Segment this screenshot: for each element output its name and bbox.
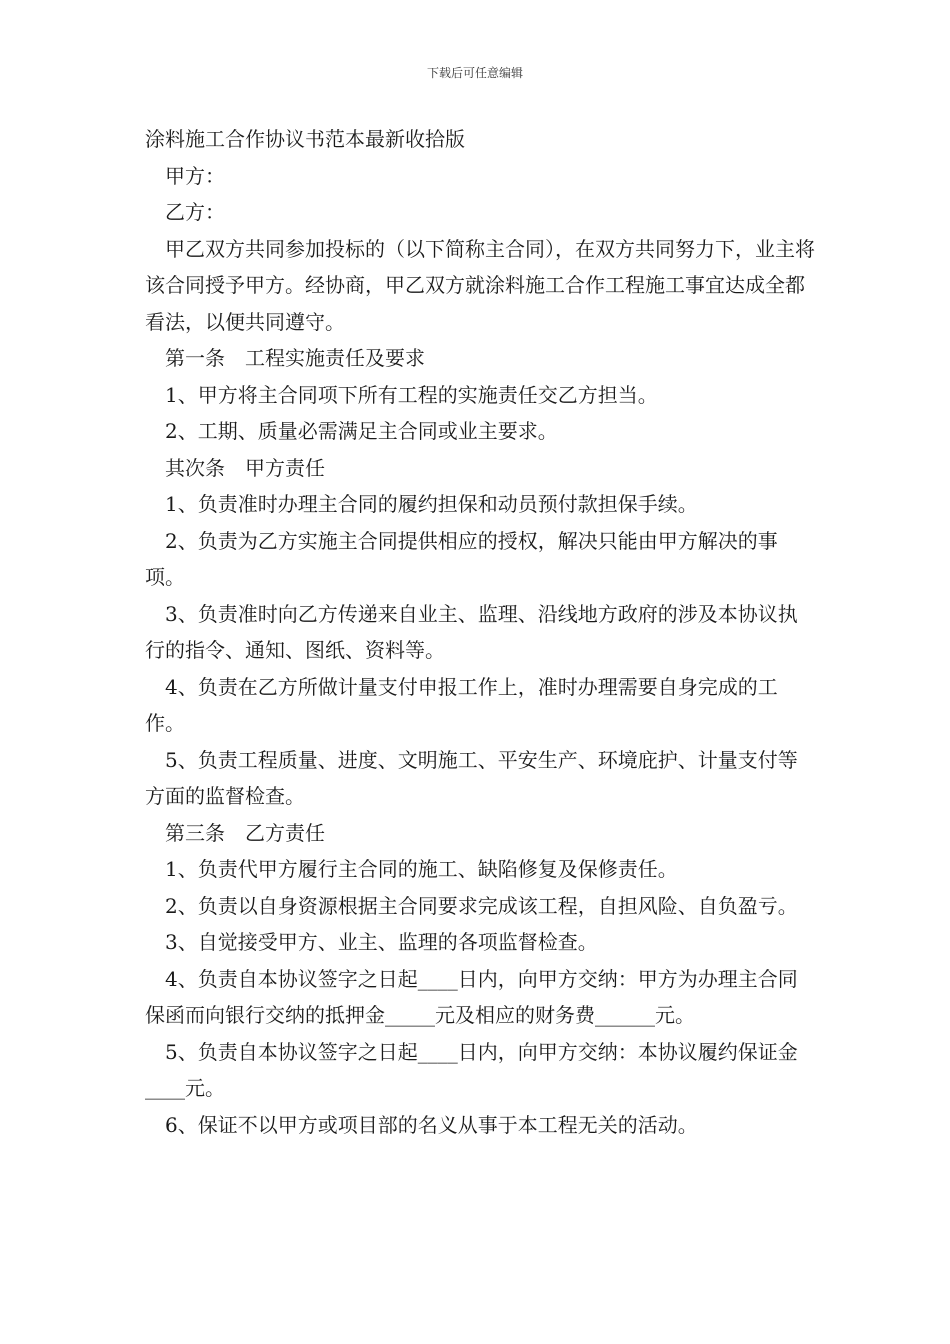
- article-3-item: 5、负责自本协议签字之日起____日内，向甲方交纳：本协议履约保证金____元。: [145, 1039, 798, 1100]
- article-1-item: 2、工期、质量必需满足主合同或业主要求。: [165, 419, 558, 443]
- article-2-item: 4、负责在乙方所做计量支付申报工作上，准时办理需要自身完成的工作。: [145, 674, 778, 735]
- intro-paragraph: 甲乙双方共同参加投标的（以下简称主合同），在双方共同努力下，业主将该合同授予甲方。经协商，甲乙双方就涂料施工合作工程施工事宜达成全都看法，以便共同遵守。: [145, 236, 815, 334]
- article-2-heading: 其次条 甲方责任: [165, 455, 325, 480]
- document-title: 涂料施工合作协议书范本最新收拾版: [145, 127, 465, 151]
- article-3-item: 2、负责以自身资源根据主合同要求完成该工程，自担风险、自负盈亏。: [165, 893, 798, 918]
- party-b-line: 乙方：: [165, 200, 225, 224]
- article-2-item: 2、负责为乙方实施主合同提供相应的授权，解决只能由甲方解决的事项。: [145, 528, 778, 589]
- article-1-item: 1、甲方将主合同项下所有工程的实施责任交乙方担当。: [165, 382, 658, 407]
- document-body: [145, 121, 815, 1143]
- article-3-item: 3、自觉接受甲方、业主、监理的各项监督检查。: [165, 930, 598, 954]
- article-2-item: 1、负责准时办理主合同的履约担保和动员预付款担保手续。: [165, 492, 698, 516]
- article-3-item: 4、负责自本协议签字之日起____日内，向甲方交纳：甲方为办理主合同保函而向银行交纳的抵押金_____元及相应的财务费______元。: [145, 966, 798, 1027]
- article-2-item: 5、负责工程质量、进度、文明施工、平安生产、环境庇护、计量支付等方面的监督检查。: [145, 747, 798, 808]
- article-3-item: 6、保证不以甲方或项目部的名义从事于本工程无关的活动。: [165, 1112, 698, 1137]
- article-1-heading: 第一条 工程实施责任及要求: [165, 346, 425, 370]
- article-2-item: 3、负责准时向乙方传递来自业主、监理、沿线地方政府的涉及本协议执行的指令、通知、图纸、资料等。: [145, 601, 798, 662]
- party-a-line: 甲方：: [165, 163, 225, 188]
- article-3-item: 1、负责代甲方履行主合同的施工、缺陷修复及保修责任。: [165, 857, 678, 881]
- article-3-heading: 第三条 乙方责任: [165, 820, 325, 845]
- header-note: 下载后可任意编辑: [426, 66, 523, 80]
